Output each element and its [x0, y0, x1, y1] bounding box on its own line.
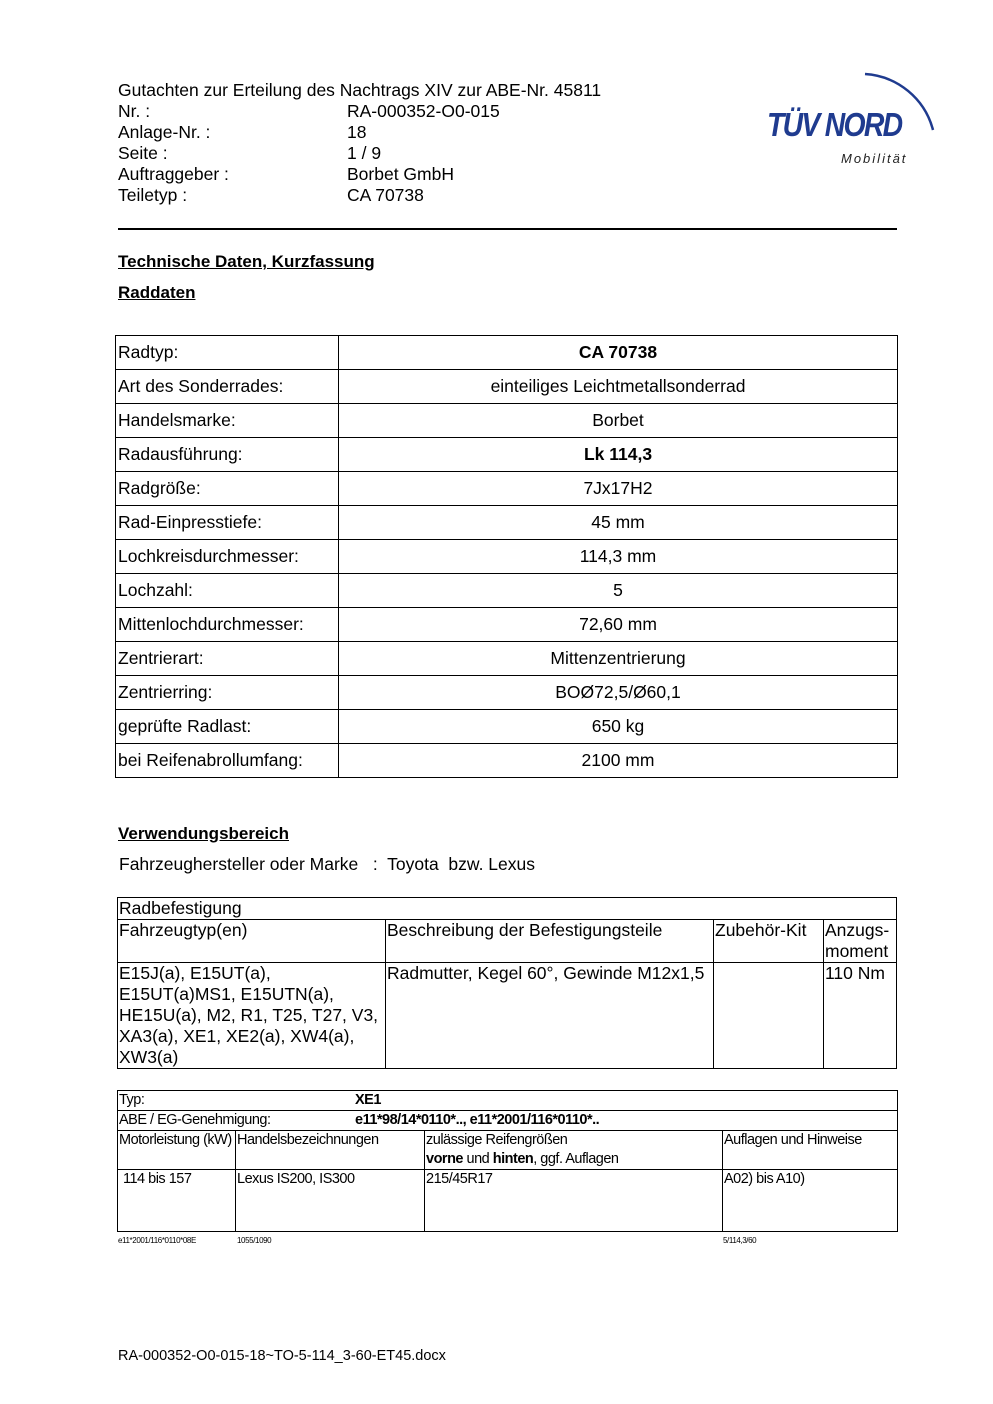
- header-row: [118, 143, 601, 164]
- raddaten-label: Zentrierart:: [116, 642, 339, 676]
- raddaten-value: CA 70738: [339, 336, 898, 370]
- cell-torque: 110 Nm: [824, 963, 897, 1069]
- raddaten-row: [116, 370, 898, 404]
- raddaten-label: Zentrierring:: [116, 676, 339, 710]
- foot-range: 1055/1090: [237, 1236, 272, 1245]
- header-label: Anlage-Nr. :: [118, 122, 211, 142]
- document-header: [118, 80, 601, 206]
- raddaten-value: 45 mm: [339, 506, 898, 540]
- header-label: Seite :: [118, 143, 168, 163]
- manufacturer-line: Fahrzeughersteller oder Marke : Toyota bzw. Lexus: [119, 854, 535, 874]
- cell-notes: A02) bis A10): [723, 1170, 898, 1232]
- col-zubehoer: Zubehör-Kit: [714, 920, 824, 963]
- befestigung-table: [117, 897, 897, 1069]
- raddaten-value: Lk 114,3: [339, 438, 898, 472]
- raddaten-row: [116, 744, 898, 778]
- header-label: Nr. :: [118, 101, 151, 121]
- raddaten-label: Radausführung:: [116, 438, 339, 472]
- raddaten-value: Mittenzentrierung: [339, 642, 898, 676]
- raddaten-label: geprüfte Radlast:: [116, 710, 339, 744]
- raddaten-row: [116, 438, 898, 472]
- raddaten-row: [116, 336, 898, 370]
- section-title: Technische Daten, Kurzfassung: [118, 252, 375, 271]
- raddaten-value: 7Jx17H2: [339, 472, 898, 506]
- raddaten-label: Handelsmarke:: [116, 404, 339, 438]
- cell-power: 114 bis 157: [118, 1170, 236, 1232]
- col-anzugsmoment: Anzugs-moment: [824, 920, 897, 963]
- logo-brand: TÜV NORD: [767, 106, 902, 143]
- typ-data-row: [118, 1170, 898, 1232]
- typ-row: [118, 1091, 898, 1111]
- raddaten-label: Art des Sonderrades:: [116, 370, 339, 404]
- typ-value: XE1: [355, 1092, 381, 1108]
- raddaten-row: [116, 642, 898, 676]
- tuv-nord-logo: [765, 58, 940, 173]
- raddaten-value: einteiliges Leichtmetallsonderrad: [339, 370, 898, 404]
- raddaten-table: [115, 335, 898, 778]
- raddaten-value: 72,60 mm: [339, 608, 898, 642]
- col-tyres-hinten: hinten: [492, 1151, 534, 1167]
- foot-pattern: 5/114,3/60: [723, 1236, 757, 1245]
- col-tyres: [425, 1131, 723, 1170]
- header-divider: [118, 228, 897, 230]
- col-names: Handelsbezeichnungen: [236, 1131, 425, 1170]
- raddaten-value: Borbet: [339, 404, 898, 438]
- befestigung-header-row: [118, 920, 897, 963]
- header-row: [118, 122, 601, 143]
- header-value: RA-000352-O0-015: [347, 101, 500, 121]
- header-value: 1 / 9: [347, 143, 382, 163]
- raddaten-row: [116, 710, 898, 744]
- raddaten-label: Mittenlochdurchmesser:: [116, 608, 339, 642]
- raddaten-value: 2100 mm: [339, 744, 898, 778]
- typ-label: Typ:: [119, 1092, 145, 1108]
- befestigung-title: Radbefestigung: [118, 898, 897, 920]
- section-subtitle: Raddaten: [118, 283, 196, 302]
- abe-label: ABE / EG-Genehmigung:: [119, 1112, 271, 1128]
- header-value: Borbet GmbH: [347, 164, 454, 184]
- raddaten-value: BOØ72,5/Ø60,1: [339, 676, 898, 710]
- col-tyres-vorne: vorne: [426, 1151, 463, 1167]
- raddaten-row: [116, 574, 898, 608]
- header-label: Teiletyp :: [118, 185, 188, 205]
- raddaten-label: Radgröße:: [116, 472, 339, 506]
- raddaten-label: Lochkreisdurchmesser:: [116, 540, 339, 574]
- raddaten-row: [116, 506, 898, 540]
- raddaten-label: bei Reifenabrollumfang:: [116, 744, 339, 778]
- header-title: Gutachten zur Erteilung des Nachtrags XIV zur ABE-Nr. 45811: [118, 80, 602, 100]
- typ-table: [117, 1090, 898, 1232]
- col-beschreibung: Beschreibung der Befestigungsteile: [386, 920, 714, 963]
- cell-kit: [714, 963, 824, 1069]
- abe-value: e11*98/14*0110*.., e11*2001/116*0110*..: [355, 1112, 600, 1128]
- col-notes: Auflagen und Hinweise: [723, 1131, 898, 1170]
- raddaten-label: Lochzahl:: [116, 574, 339, 608]
- header-row: [118, 101, 601, 122]
- raddaten-row: [116, 404, 898, 438]
- col-tyres-auflagen: , ggf. Auflagen: [533, 1151, 619, 1167]
- raddaten-label: Rad-Einpresstiefe:: [116, 506, 339, 540]
- col-fahrzeugtyp: Fahrzeugtyp(en): [118, 920, 386, 963]
- raddaten-row: [116, 608, 898, 642]
- cell-types: E15J(a), E15UT(a), E15UT(a)MS1, E15UTN(a), HE15U(a), M2, R1, T25, T27, V3, XA3(a), XE1, XE2(a), XW4(a), XW3(a): [118, 963, 386, 1069]
- foot-approval: e11*2001/116*0110*08E: [118, 1236, 196, 1245]
- col-power: Motorleistung (kW): [118, 1131, 236, 1170]
- raddaten-row: [116, 540, 898, 574]
- footer-filename: RA-000352-O0-015-18~TO-5-114_3-60-ET45.docx: [118, 1348, 446, 1364]
- typ-header-row: [118, 1131, 898, 1170]
- raddaten-value: 5: [339, 574, 898, 608]
- befestigung-row: [118, 963, 897, 1069]
- abe-row: [118, 1111, 898, 1131]
- header-row: [118, 164, 601, 185]
- col-tyres-und: und: [463, 1151, 493, 1167]
- header-label: Auftraggeber :: [118, 164, 229, 184]
- header-value: 18: [347, 122, 367, 142]
- verwendung-title: Verwendungsbereich: [118, 824, 289, 843]
- cell-description: Radmutter, Kegel 60°, Gewinde M12x1,5: [386, 963, 714, 1069]
- cell-names: Lexus IS200, IS300: [236, 1170, 425, 1232]
- logo-subtitle: Mobilität: [841, 151, 908, 166]
- header-value: CA 70738: [347, 185, 424, 205]
- col-tyres-line1: zulässige Reifengrößen: [426, 1132, 568, 1148]
- raddaten-label: Radtyp:: [116, 336, 339, 370]
- header-row: [118, 185, 601, 206]
- raddaten-row: [116, 676, 898, 710]
- raddaten-value: 650 kg: [339, 710, 898, 744]
- raddaten-row: [116, 472, 898, 506]
- raddaten-value: 114,3 mm: [339, 540, 898, 574]
- cell-tyres: 215/45R17: [425, 1170, 723, 1232]
